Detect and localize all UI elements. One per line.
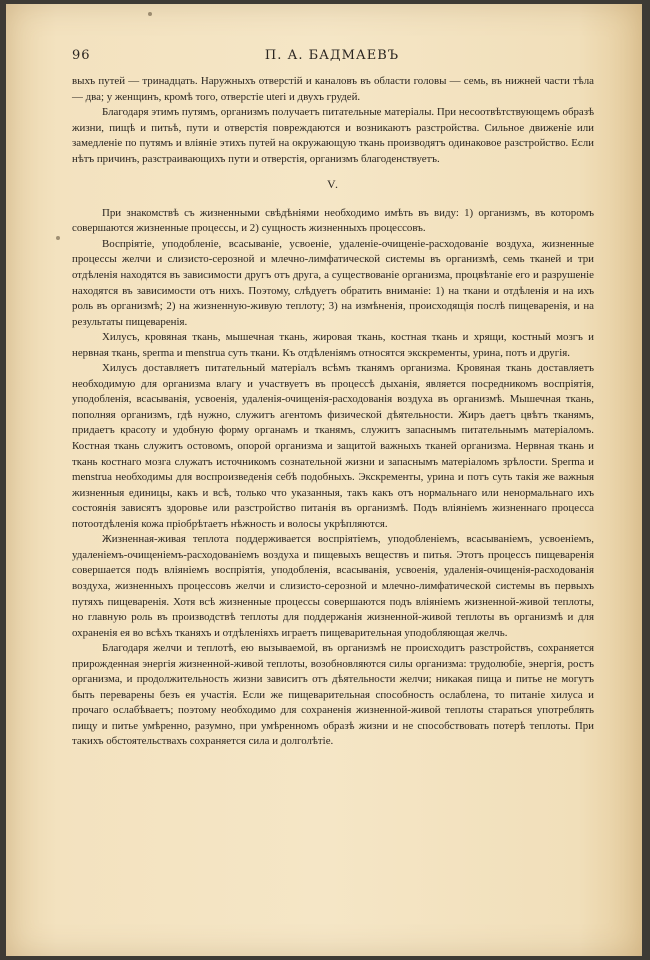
- ink-speck: [148, 12, 152, 16]
- paragraph: Хилусъ доставляетъ питательный матеріалъ всѣмъ тканямъ организма. Кровяная ткань доставляетъ необходимую для организма влагу и участвуетъ въ процессѣ дыханія, является посредникомъ воспріятія, уподобленія, всасыванія, усвоенія, удаленія-очищенія-расходованія воздуха въ организмѣ. Мышечная ткань, пополняя организмъ, гдѣ нужно, служитъ агентомъ физической дѣятельности. Жиръ даетъ цвѣтъ тканямъ, придаетъ красоту и удобную форму органамъ и тканямъ, служитъ запаснымъ питательнымъ матеріаломъ. Костная ткань служитъ остовомъ, опорой организма и защитой важныхъ тканей организма. Нервная ткань и ткань костнаго мозга служатъ источникомъ сознательной жизни и запаснымъ матеріаломъ зрѣлости. Sperma и menstrua необходимы для воспроизведенія себѣ подобныхъ. Экскременты, урина и потъ суть такія же важныя жизненныя единицы, какъ и всѣ, только что указанныя, такъ какъ отъ нормальнаго или ненормальнаго ихъ состоянія зависятъ здоровье или разстройство питанія въ организмѣ. Подъ вліяніемъ жизненнаго процесса потоотдѣленія кожа пріобрѣтаетъ нѣжность и волосы укрѣпляются.: [72, 362, 594, 530]
- paragraph: выхъ путей — тринадцать. Наружныхъ отверстій и каналовъ въ области головы — семь, въ нижней части тѣла — два; у женщинъ, кромѣ того, отверстіе uteri и двухъ грудей.: [72, 75, 594, 103]
- paragraph: Благодаря желчи и теплотѣ, ею вызываемой, въ организмѣ не происходитъ разстройствъ, сохраняется прирожденная энергія жизненной-живой теплоты, возобновляются силы организма: трудолюбіе, энергія, ростъ организма, и продолжительность жизни зависитъ отъ дѣятельности желчи; никакая пища и питье не могутъ быть переварены безъ ея участія. Если же пищеварительная способность ослаблена, то питаніе хилуса и прочаго ослабѣваетъ; поэтому необходимо для сохраненія жизненной-живой теплоты стараться употреблять пищу и питье умѣренно, разумно, при умѣренномъ образѣ жизни и не способствовать потерѣ теплоты. При такихъ обстоятельствахъ сохраняется сила и долголѣтіе.: [72, 642, 594, 748]
- body-text: [72, 74, 594, 750]
- ink-speck: [56, 236, 60, 240]
- running-header: [72, 48, 592, 68]
- book-page: [6, 4, 642, 956]
- paragraph: Воспріятіе, уподобленіе, всасываніе, усвоеніе, удаленіе-очищеніе-расходованіе воздуха, жизненные процессы желчи и слизисто-серозной и млечно-лимфатической системы въ организмѣ, семь тканей и три отдѣленія находятся въ зависимости другъ отъ друга, а существованіе организма, процвѣтаніе его и разрушеніе находятся въ зависимости отъ нихъ. Поэтому, слѣдуетъ обратить вниманіе: 1) на ткани и отдѣленія и на ихъ роль въ организмѣ; 2) на жизненную-живую теплоту; 3) на измѣненія, происходящія послѣ пищеваренія, и на результаты пищеваренія.: [72, 237, 594, 328]
- paragraph: Благодаря этимъ путямъ, организмъ получаетъ питательные матеріалы. При несоотвѣтствующемъ образѣ жизни, пищѣ и питьѣ, пути и отверстія повреждаются и возникаютъ разстройства. Сильное движеніе или замедленіе по путямъ и вліяніе этихъ путей на окружающую ткань производятъ одинаковое разстройство. Если нѣтъ причинъ, разстраивающихъ пути и отверстія, организмъ благоденствуетъ.: [72, 106, 594, 165]
- paragraph: Хилусъ, кровяная ткань, мышечная ткань, жировая ткань, костная ткань и хрящи, костный мозгъ и нервная ткань, sperma и menstrua суть ткани. Къ отдѣленіямъ относятся экскременты, урина, потъ и другія.: [72, 331, 594, 359]
- paragraph: При знакомствѣ съ жизненными свѣдѣніями необходимо имѣть въ виду: 1) организмъ, въ которомъ совершаются жизненные процессы, и 2) сущность жизненныхъ процессовъ.: [72, 206, 594, 235]
- paragraph: Жизненная-живая теплота поддерживается воспріятіемъ, уподобленіемъ, всасываніемъ, усвоеніемъ, удаленіемъ-очищеніемъ-расходованіемъ воздуха и пищевыхъ веществъ и питья. Этотъ процессъ пищеваренія совершается подъ вліяніемъ воспріятія, уподобленія, всасыванія, усвоенія, удаленія-очищенія-расходованія воздуха, жизненныхъ процессовъ желчи и слизисто-серозной и млечно-лимфатической системы въ первыхъ путяхъ пищеваренія. Хотя всѣ жизненные процессы совершаются подъ вліяніемъ жизненной-живой теплоты, но главную роль въ производствѣ теплоты для поддержанія жизненной-живой теплоты въ организмѣ и для охраненія ея во всѣхъ тканяхъ и отдѣленіяхъ играетъ пищеварительная уподобляющая желчь.: [72, 533, 594, 639]
- page-number: 96: [72, 48, 91, 63]
- section-heading: V.: [326, 177, 340, 192]
- running-title: П. А. БАДМАЕВЪ: [264, 48, 400, 63]
